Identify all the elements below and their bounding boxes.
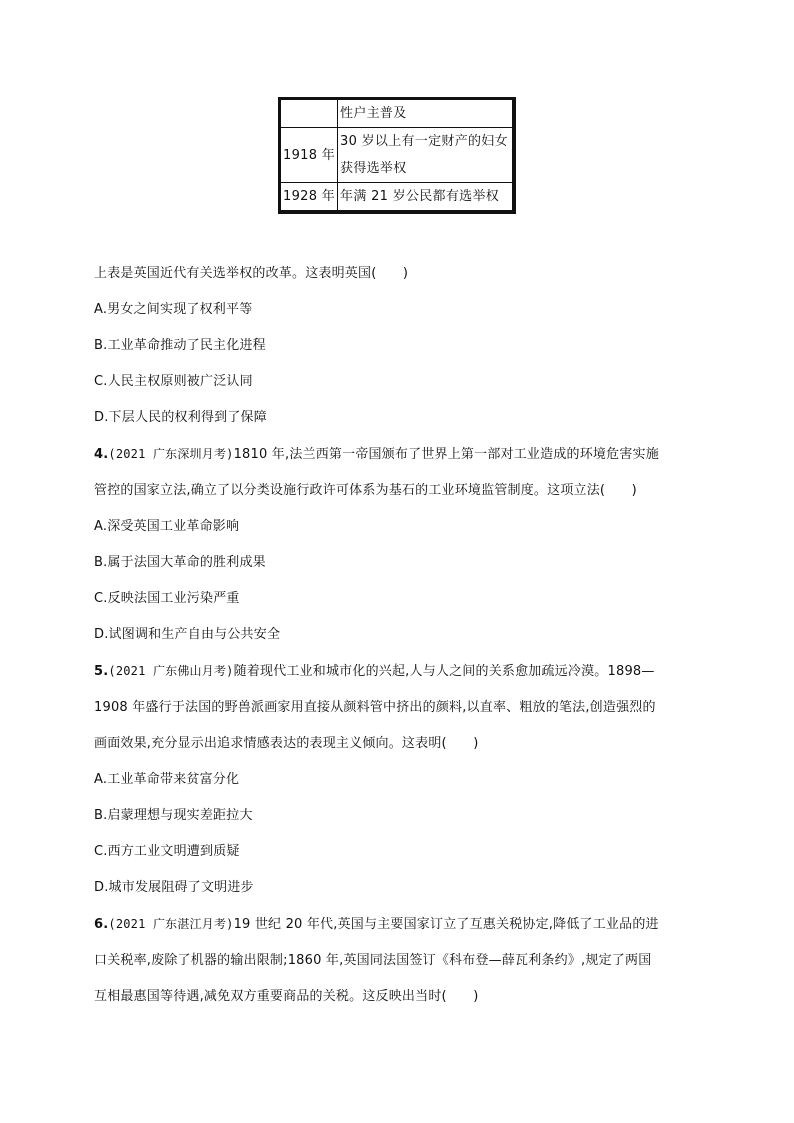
table-row: [281, 128, 513, 183]
table-text-cell: 年满 21 岁公民都有选举权: [338, 183, 513, 211]
q5-stem-line-2: 1908 年盛行于法国的野兽派画家用直接从颜料管中挤出的颜料,以直率、粗放的笔法,创造强烈的: [94, 700, 656, 715]
q6-number: 6.: [94, 917, 109, 932]
table-text-cell: 30 岁以上有一定财产的妇女获得选举权: [338, 128, 513, 183]
table-row: [281, 100, 513, 128]
q5-option-c: C.西方工业文明遭到质疑: [94, 844, 240, 859]
q4-number: 4.: [94, 447, 109, 462]
table-year-cell: [281, 100, 338, 128]
reform-table: [278, 97, 516, 214]
q4-option-b: B.属于法国大革命的胜利成果: [94, 555, 266, 570]
q4-option-c: C.反映法国工业污染严重: [94, 591, 240, 606]
q3-stem: 上表是英国近代有关选举权的改革。这表明英国( ): [94, 266, 409, 281]
q4-source: (2021 广东深圳月考): [108, 447, 234, 461]
q6-stem-line-3: 互相最惠国等待遇,减免双方重要商品的关税。这反映出当时( ): [94, 989, 479, 1004]
q5-option-b: B.启蒙理想与现实差距拉大: [94, 808, 253, 823]
q5-stem-text-1: 随着现代工业和城市化的兴起,人与人之间的关系愈加疏远冷漠。1898—: [233, 664, 655, 679]
q4-stem-line-1: [94, 436, 704, 473]
q4-option-d: D.试图调和生产自由与公共安全: [94, 627, 281, 642]
q5-source: (2021 广东佛山月考): [108, 664, 234, 678]
table-row: [281, 183, 513, 211]
reform-table-grid: [280, 99, 513, 211]
q5-stem-line-3: 画面效果,充分显示出追求情感表达的表现主义倾向。这表明( ): [94, 736, 479, 751]
q6-source: (2021 广东湛江月考): [108, 917, 234, 931]
q5-option-a: A.工业革命带来贫富分化: [94, 772, 240, 787]
q6-stem-text-1: 19 世纪 20 年代,英国与主要国家订立了互惠关税协定,降低了工业品的进: [233, 917, 659, 932]
q5-option-d: D.城市发展阻碍了文明进步: [94, 880, 254, 895]
q4-stem-line-2: 管控的国家立法,确立了以分类设施行政许可体系为基石的工业环境监管制度。这项立法( ): [94, 483, 637, 498]
q4-stem-text-1: 1810 年,法兰西第一帝国颁布了世界上第一部对工业造成的环境危害实施: [233, 447, 659, 462]
table-year-cell: 1928 年: [281, 183, 338, 211]
q5-stem-line-1: [94, 653, 704, 690]
q3-option-d: D.下层人民的权利得到了保障: [94, 410, 267, 425]
q6-stem-line-2: 口关税率,废除了机器的输出限制;1860 年,英国同法国签订《科布登—薛瓦利条约》,规定了两国: [94, 953, 652, 968]
table-text-cell: 性户主普及: [338, 100, 513, 128]
q3-option-c: C.人民主权原则被广泛认同: [94, 374, 253, 389]
table-year-cell: 1918 年: [281, 128, 338, 183]
q5-number: 5.: [94, 664, 109, 679]
q4-option-a: A.深受英国工业革命影响: [94, 519, 240, 534]
q3-option-a: A.男女之间实现了权利平等: [94, 302, 253, 317]
q3-option-b: B.工业革命推动了民主化进程: [94, 338, 266, 353]
q6-stem-line-1: [94, 906, 704, 943]
question-list: [94, 256, 704, 1015]
